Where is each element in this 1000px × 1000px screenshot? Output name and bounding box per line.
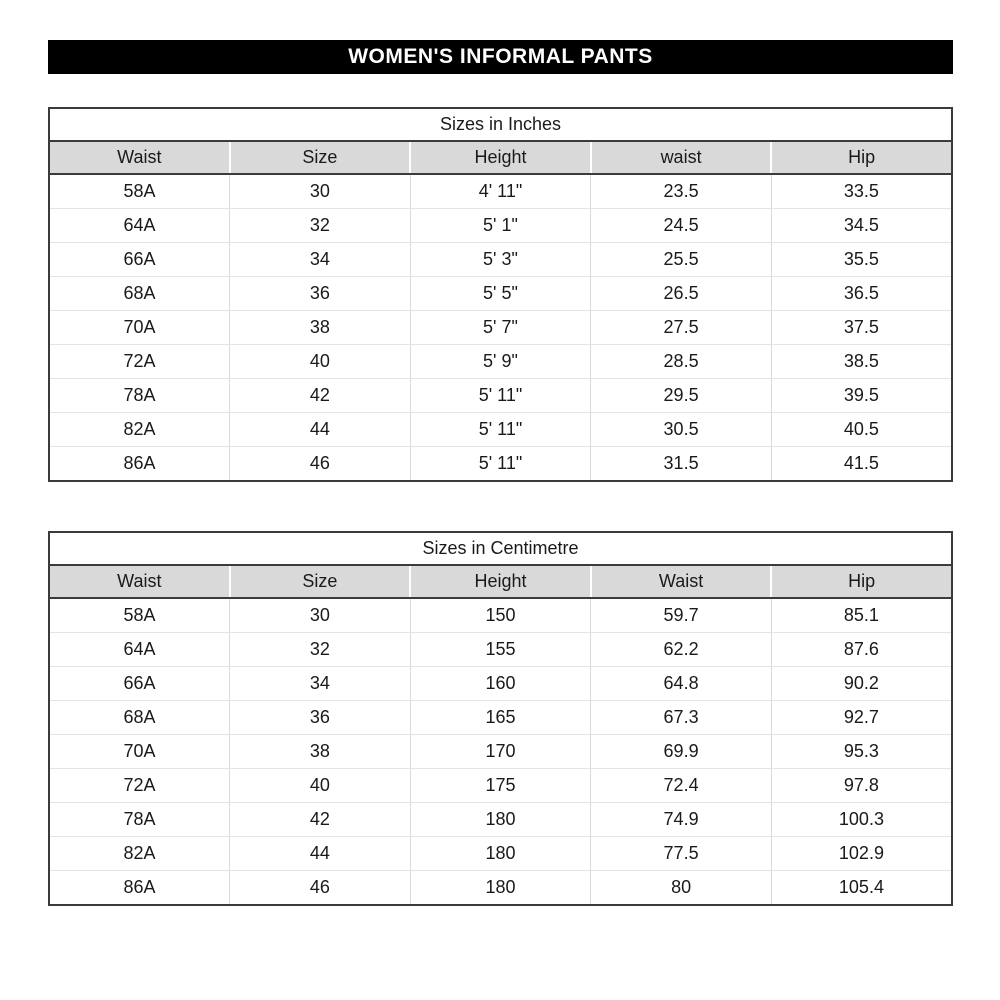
table-cell: 39.5 bbox=[771, 379, 952, 413]
table-cell: 5' 11" bbox=[410, 413, 591, 447]
table-cell: 4' 11" bbox=[410, 174, 591, 209]
table-cell: 42 bbox=[230, 379, 411, 413]
table-title-row bbox=[49, 532, 952, 565]
inches-table-section bbox=[48, 107, 953, 482]
column-header: Size bbox=[230, 565, 411, 598]
table-cell: 28.5 bbox=[591, 345, 772, 379]
table-cell: 31.5 bbox=[591, 447, 772, 482]
table-row bbox=[49, 837, 952, 871]
table-cell: 150 bbox=[410, 598, 591, 633]
table-cell: 27.5 bbox=[591, 311, 772, 345]
column-header: Hip bbox=[771, 565, 952, 598]
table-row bbox=[49, 174, 952, 209]
table-cell: 97.8 bbox=[771, 769, 952, 803]
table-cell: 70A bbox=[49, 735, 230, 769]
table-cell: 36 bbox=[230, 277, 411, 311]
table-row bbox=[49, 277, 952, 311]
table-cell: 5' 11" bbox=[410, 379, 591, 413]
table-cell: 82A bbox=[49, 413, 230, 447]
table-cell: 40.5 bbox=[771, 413, 952, 447]
table-cell: 155 bbox=[410, 633, 591, 667]
table-cell: 66A bbox=[49, 243, 230, 277]
table-cell: 180 bbox=[410, 803, 591, 837]
table-cell: 58A bbox=[49, 174, 230, 209]
table-header-row bbox=[49, 141, 952, 174]
table-cell: 5' 7" bbox=[410, 311, 591, 345]
table-cell: 165 bbox=[410, 701, 591, 735]
table-cell: 30.5 bbox=[591, 413, 772, 447]
table-cell: 70A bbox=[49, 311, 230, 345]
centimetre-table-section bbox=[48, 531, 953, 906]
table-cell: 32 bbox=[230, 209, 411, 243]
table-cell: 24.5 bbox=[591, 209, 772, 243]
table-cell: 25.5 bbox=[591, 243, 772, 277]
table-cell: 74.9 bbox=[591, 803, 772, 837]
table-row bbox=[49, 243, 952, 277]
table-cell: 5' 9" bbox=[410, 345, 591, 379]
table-cell: 64A bbox=[49, 209, 230, 243]
table-cell: 44 bbox=[230, 413, 411, 447]
page-title-banner bbox=[48, 40, 953, 74]
table-title: Sizes in Centimetre bbox=[49, 532, 952, 565]
table-cell: 105.4 bbox=[771, 871, 952, 906]
table-cell: 34.5 bbox=[771, 209, 952, 243]
column-header: Size bbox=[230, 141, 411, 174]
table-cell: 77.5 bbox=[591, 837, 772, 871]
table-cell: 30 bbox=[230, 598, 411, 633]
table-row bbox=[49, 345, 952, 379]
table-cell: 72.4 bbox=[591, 769, 772, 803]
table-cell: 92.7 bbox=[771, 701, 952, 735]
table-cell: 5' 3" bbox=[410, 243, 591, 277]
table-cell: 40 bbox=[230, 769, 411, 803]
table-cell: 66A bbox=[49, 667, 230, 701]
table-cell: 38 bbox=[230, 311, 411, 345]
column-header: Hip bbox=[771, 141, 952, 174]
table-cell: 5' 5" bbox=[410, 277, 591, 311]
table-row bbox=[49, 311, 952, 345]
table-cell: 85.1 bbox=[771, 598, 952, 633]
column-header: Waist bbox=[49, 565, 230, 598]
inches-size-table bbox=[48, 107, 953, 482]
table-cell: 170 bbox=[410, 735, 591, 769]
table-cell: 37.5 bbox=[771, 311, 952, 345]
table-cell: 175 bbox=[410, 769, 591, 803]
table-header-row bbox=[49, 565, 952, 598]
column-header: waist bbox=[591, 141, 772, 174]
table-cell: 40 bbox=[230, 345, 411, 379]
table-cell: 26.5 bbox=[591, 277, 772, 311]
table-cell: 34 bbox=[230, 243, 411, 277]
table-row bbox=[49, 803, 952, 837]
table-cell: 87.6 bbox=[771, 633, 952, 667]
table-cell: 69.9 bbox=[591, 735, 772, 769]
table-cell: 78A bbox=[49, 803, 230, 837]
table-cell: 82A bbox=[49, 837, 230, 871]
table-cell: 180 bbox=[410, 871, 591, 906]
table-cell: 29.5 bbox=[591, 379, 772, 413]
table-cell: 72A bbox=[49, 769, 230, 803]
table-cell: 5' 11" bbox=[410, 447, 591, 482]
table-row bbox=[49, 379, 952, 413]
table-cell: 67.3 bbox=[591, 701, 772, 735]
table-row bbox=[49, 701, 952, 735]
table-cell: 102.9 bbox=[771, 837, 952, 871]
table-cell: 78A bbox=[49, 379, 230, 413]
column-header: Height bbox=[410, 565, 591, 598]
table-cell: 44 bbox=[230, 837, 411, 871]
table-cell: 86A bbox=[49, 871, 230, 906]
table-cell: 86A bbox=[49, 447, 230, 482]
table-cell: 41.5 bbox=[771, 447, 952, 482]
table-row bbox=[49, 735, 952, 769]
table-cell: 90.2 bbox=[771, 667, 952, 701]
page-title: WOMEN'S INFORMAL PANTS bbox=[348, 45, 653, 68]
table-title-row bbox=[49, 108, 952, 141]
table-row bbox=[49, 667, 952, 701]
table-cell: 33.5 bbox=[771, 174, 952, 209]
table-cell: 38 bbox=[230, 735, 411, 769]
table-cell: 23.5 bbox=[591, 174, 772, 209]
table-row bbox=[49, 447, 952, 482]
table-cell: 62.2 bbox=[591, 633, 772, 667]
table-cell: 180 bbox=[410, 837, 591, 871]
table-row bbox=[49, 769, 952, 803]
table-cell: 35.5 bbox=[771, 243, 952, 277]
table-cell: 59.7 bbox=[591, 598, 772, 633]
table-cell: 64.8 bbox=[591, 667, 772, 701]
table-cell: 5' 1" bbox=[410, 209, 591, 243]
table-title: Sizes in Inches bbox=[49, 108, 952, 141]
table-cell: 100.3 bbox=[771, 803, 952, 837]
column-header: Height bbox=[410, 141, 591, 174]
column-header: Waist bbox=[591, 565, 772, 598]
table-cell: 68A bbox=[49, 277, 230, 311]
column-header: Waist bbox=[49, 141, 230, 174]
table-row bbox=[49, 598, 952, 633]
table-cell: 36 bbox=[230, 701, 411, 735]
table-cell: 32 bbox=[230, 633, 411, 667]
table-cell: 34 bbox=[230, 667, 411, 701]
table-cell: 46 bbox=[230, 447, 411, 482]
table-cell: 64A bbox=[49, 633, 230, 667]
table-cell: 68A bbox=[49, 701, 230, 735]
table-row bbox=[49, 413, 952, 447]
table-cell: 46 bbox=[230, 871, 411, 906]
table-cell: 160 bbox=[410, 667, 591, 701]
table-cell: 42 bbox=[230, 803, 411, 837]
table-row bbox=[49, 633, 952, 667]
table-cell: 30 bbox=[230, 174, 411, 209]
table-cell: 72A bbox=[49, 345, 230, 379]
centimetre-size-table bbox=[48, 531, 953, 906]
table-cell: 80 bbox=[591, 871, 772, 906]
table-row bbox=[49, 871, 952, 906]
table-cell: 38.5 bbox=[771, 345, 952, 379]
table-cell: 36.5 bbox=[771, 277, 952, 311]
table-cell: 95.3 bbox=[771, 735, 952, 769]
table-row bbox=[49, 209, 952, 243]
table-cell: 58A bbox=[49, 598, 230, 633]
